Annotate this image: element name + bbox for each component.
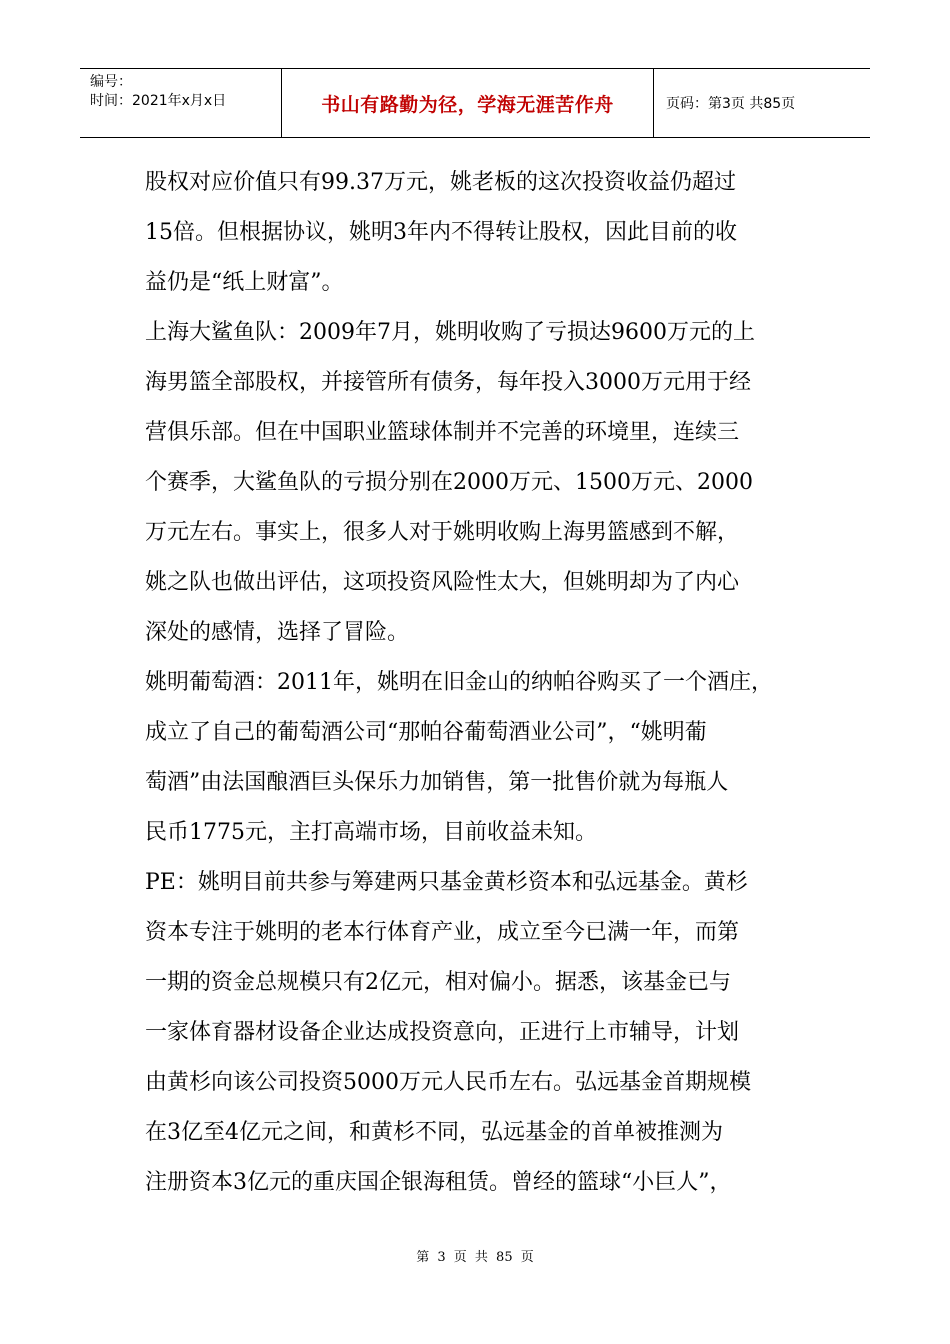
document-date-label: 时间：2021年x月x日 <box>90 93 227 109</box>
header-motto-cell <box>282 69 654 137</box>
text-line: 深处的感情，选择了冒险。 <box>145 620 410 645</box>
text-line: PE：姚明目前共参与筹建两只基金黄杉资本和弘远基金。黄杉 <box>145 870 748 895</box>
text-line: 萄酒”由法国酿酒巨头保乐力加销售，第一批售价就为每瓶人 <box>145 770 729 795</box>
text-line: 一家体育器材设备企业达成投资意向，正进行上市辅导，计划 <box>145 1020 740 1045</box>
body-text <box>145 158 810 1208</box>
text-line: 民币1775元，主打高端市场，目前收益未知。 <box>145 820 597 845</box>
text-line: 注册资本3亿元的重庆国企银海租赁。曾经的篮球“小巨人”， <box>145 1170 732 1195</box>
text-line: 姚明葡萄酒：2011年，姚明在旧金山的纳帕谷购买了一个酒庄， <box>145 670 773 695</box>
text-line: 营俱乐部。但在中国职业篮球体制并不完善的环境里，连续三 <box>145 420 740 445</box>
text-line: 15倍。但根据协议，姚明3年内不得转让股权，因此目前的收 <box>145 220 737 245</box>
text-line: 一期的资金总规模只有2亿元，相对偏小。据悉，该基金已与 <box>145 970 731 995</box>
header-meta-cell <box>80 69 282 137</box>
text-line: 姚之队也做出评估，这项投资风险性太大，但姚明却为了内心 <box>145 570 740 595</box>
text-line: 由黄杉向该公司投资5000万元人民币左右。弘远基金首期规模 <box>145 1070 751 1095</box>
motto-text: 书山有路勤为径，学海无涯苦作舟 <box>321 93 614 116</box>
header-table <box>80 68 870 138</box>
text-line: 海男篮全部股权，并接管所有债务，每年投入3000万元用于经 <box>145 370 751 395</box>
text-line: 上海大鲨鱼队：2009年7月，姚明收购了亏损达9600万元的上 <box>145 320 755 345</box>
page-footer: 第 3 页 共 85 页 <box>416 1250 534 1265</box>
text-line: 资本专注于姚明的老本行体育产业，成立至今已满一年，而第 <box>145 920 740 945</box>
header-page-cell <box>654 69 870 137</box>
text-line: 成立了自己的葡萄酒公司“那帕谷葡萄酒业公司”，“姚明葡 <box>145 720 707 745</box>
text-line: 个赛季，大鲨鱼队的亏损分别在2000万元、1500万元、2000 <box>145 470 753 495</box>
text-line: 在3亿至4亿元之间，和黄杉不同，弘远基金的首单被推测为 <box>145 1120 723 1145</box>
text-line: 益仍是“纸上财富”。 <box>145 270 344 295</box>
text-line: 万元左右。事实上，很多人对于姚明收购上海男篮感到不解， <box>145 520 740 545</box>
document-number-label: 编号： <box>90 74 132 90</box>
page-info-text: 页码：第3页 共85页 <box>666 96 796 112</box>
text-line: 股权对应价值只有99.37万元，姚老板的这次投资收益仍超过 <box>145 170 736 195</box>
